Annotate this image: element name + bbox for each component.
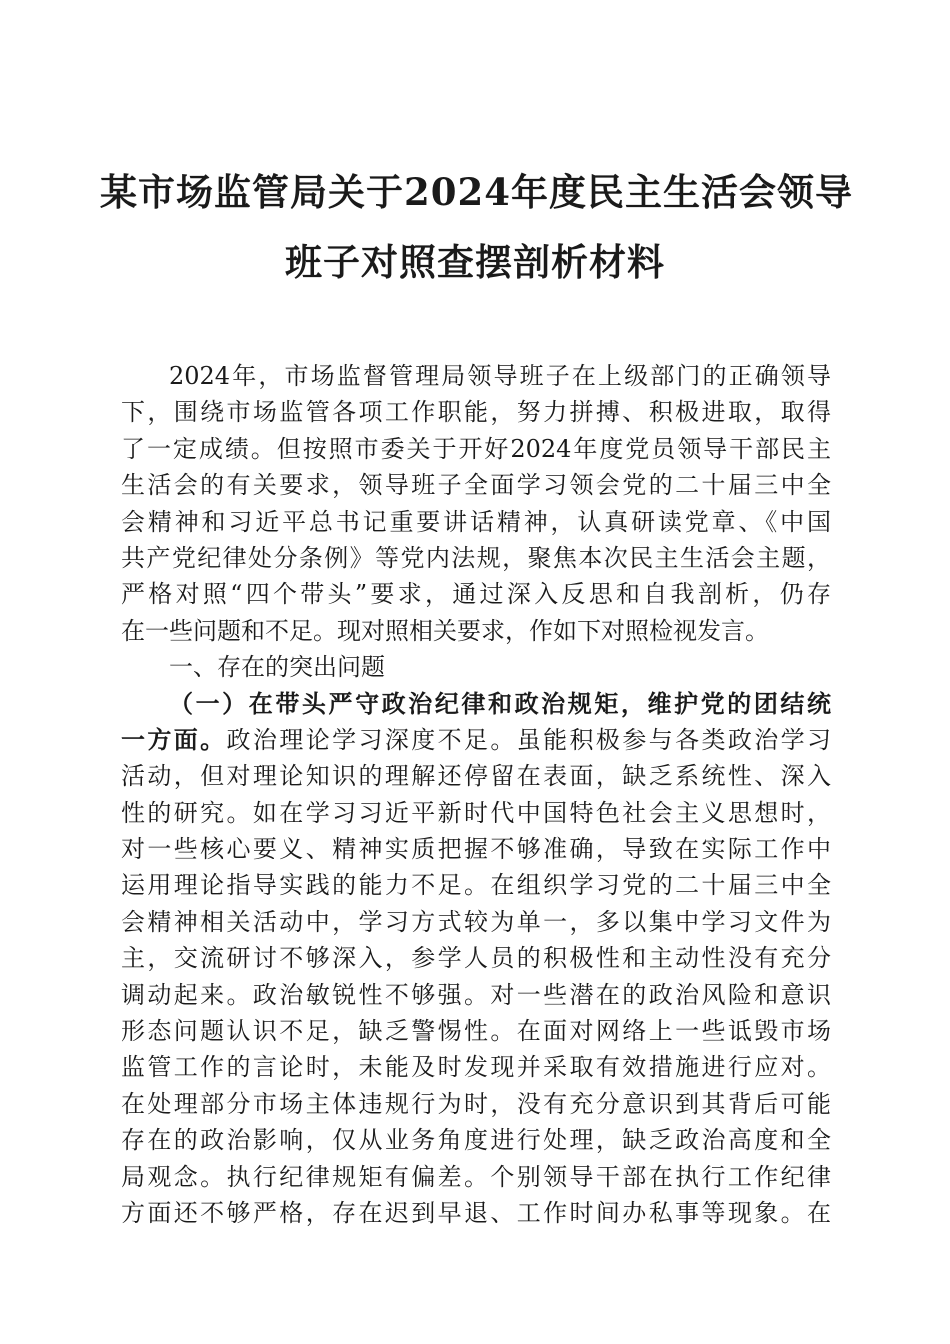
subsection-paragraph-line: 在处理部分市场主体违规行为时，没有充分意识到其背后可能 — [121, 1089, 831, 1118]
subsection-paragraph-line: 形态问题认识不足，缺乏警惕性。在面对网络上一些诋毁市场 — [121, 1017, 831, 1046]
subsection-paragraph-line: 方面还不够严格，存在迟到早退、工作时间办私事等现象。在 — [121, 1198, 831, 1227]
subsection-paragraph-line: 调动起来。政治敏锐性不够强。对一些潜在的政治风险和意识 — [121, 980, 831, 1009]
subsection-heading-end: 一方面。 — [121, 724, 227, 754]
document-body — [121, 358, 831, 1231]
subsection-paragraph-line: 会精神相关活动中，学习方式较为单一，多以集中学习文件为 — [121, 907, 831, 936]
document-title-line-1: 某市场监管局关于2024年度民主生活会领导 — [100, 170, 853, 214]
subsection-paragraph-line: 性的研究。如在学习习近平新时代中国特色社会主义思想时， — [121, 798, 831, 827]
intro-paragraph-line: 在一些问题和不足。现对照相关要求，作如下对照检视发言。 — [121, 616, 769, 645]
intro-paragraph-line: 严格对照“四个带头”要求，通过深入反思和自我剖析，仍存 — [121, 580, 831, 609]
subsection-paragraph-line: 监管工作的言论时，未能及时发现并采取有效措施进行应对。 — [121, 1053, 831, 1082]
document-title-line-2: 班子对照查摆剖析材料 — [285, 240, 665, 284]
intro-paragraph-line: 生活会的有关要求，领导班子全面学习领会党的二十届三中全 — [121, 471, 831, 500]
subsection-paragraph-line: 局观念。执行纪律规矩有偏差。个别领导干部在执行工作纪律 — [121, 1162, 831, 1191]
subsection-paragraph-line: 对一些核心要义、精神实质把握不够准确，导致在实际工作中 — [121, 835, 831, 864]
subsection-paragraph-line: 运用理论指导实践的能力不足。在组织学习党的二十届三中全 — [121, 871, 831, 900]
intro-paragraph-line: 2024年，市场监督管理局领导班子在上级部门的正确领导 — [169, 362, 831, 390]
subsection-paragraph-line: 主，交流研讨不够深入，参学人员的积极性和主动性没有充分 — [121, 944, 831, 973]
section-heading: 一、存在的突出问题 — [169, 653, 385, 682]
intro-paragraph-line: 共产党纪律处分条例》等党内法规，聚焦本次民主生活会主题， — [121, 543, 831, 572]
subsection-text: 政治理论学习深度不足。虽能积极参与各类政治学习 — [226, 725, 832, 754]
subsection-paragraph-line: 存在的政治影响，仅从业务角度进行处理，缺乏政治高度和全 — [121, 1126, 831, 1155]
subsection-paragraph-line: 活动，但对理论知识的理解还停留在表面，缺乏系统性、深入 — [121, 762, 831, 791]
intro-paragraph-line: 会精神和习近平总书记重要讲话精神，认真研读党章、《中国 — [121, 507, 831, 536]
intro-paragraph-line: 下，围绕市场监管各项工作职能，努力拼搏、积极进取，取得 — [121, 398, 831, 427]
intro-paragraph-line: 了一定成绩。但按照市委关于开好2024年度党员领导干部民主 — [121, 434, 831, 463]
subsection-first-line — [121, 722, 831, 758]
subsection-heading: （一）在带头严守政治纪律和政治规矩，维护党的团结统 — [169, 688, 831, 718]
